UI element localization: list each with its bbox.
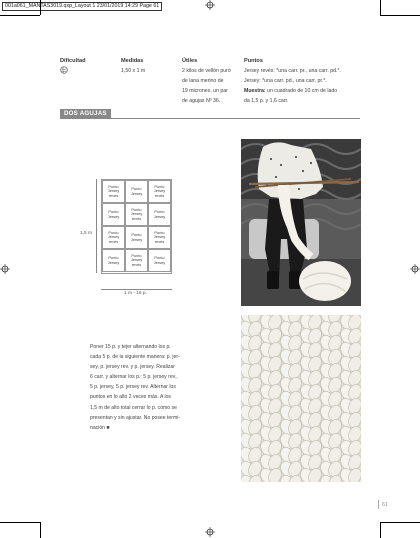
stitch-diagram [101, 179, 172, 274]
crop-mark [40, 0, 41, 15]
diagram-cell: Punto Jersey revés [148, 180, 171, 203]
height-dimension-line [96, 179, 97, 273]
diagram-cell: Punto Jersey [148, 249, 171, 272]
stitches-line [244, 86, 341, 96]
diagram-cell: Punto Jersey revés [148, 226, 171, 249]
stitches-line: Jersey: *una carr. pd., una carr. pr.*. [244, 78, 327, 84]
section-title: DOS AGUJAS [60, 109, 111, 118]
height-label: 1,5 m [80, 231, 92, 236]
registration-mark-icon [0, 264, 10, 274]
instruction-line: Poner 15 p. y tejer alternando los p. [90, 344, 171, 350]
diagram-cell: Punto Jersey [148, 203, 171, 226]
tools-line: 2 kilos de vellón puro [182, 68, 231, 74]
width-dimension-line [101, 289, 172, 290]
instruction-line: presentan y sin ajustar. No posee termi- [90, 414, 181, 421]
knitting-photo-image [241, 139, 361, 306]
knit-texture-photo [241, 315, 361, 482]
sizes-value: 1,50 x 1 m [121, 68, 146, 74]
diagram-cell: Punto Jersey revés [102, 226, 125, 249]
diagram-cell: Punto Jersey [102, 203, 125, 226]
instruction-line: 1,5 m de alto total cerrar lo p. como se [90, 404, 177, 411]
crop-mark [380, 0, 381, 15]
sizes-label: Medidas [121, 58, 144, 64]
diagram-cell: Punto Jersey [102, 249, 125, 272]
tools-line: de agujas Nº 36. [182, 98, 221, 104]
crop-mark [380, 15, 420, 16]
instruction-line: cada 5 p. de la siguiente manera: p. jer- [90, 354, 180, 361]
diagram-cell: Punto Jersey [125, 226, 148, 249]
page-number: 61 [382, 502, 388, 508]
width-label: 1 m - 15 p. [124, 291, 147, 296]
tools-list [182, 66, 231, 106]
stitches-line: da 1,5 p. y 1,6 carr. [244, 98, 289, 104]
instructions-text [90, 342, 220, 433]
difficulty-ball-icon [60, 66, 68, 74]
tools-line: de lana merino de [182, 78, 224, 84]
stitches-list [244, 66, 341, 106]
crop-mark [0, 15, 40, 16]
diagram-cell: Punto Jersey revés [125, 203, 148, 226]
print-slug: 001a061_MANTAS3019.qxp_Layout 1 23/01/2019 14:29 Page 61 [2, 2, 162, 11]
sample-text: un cuadrado de 10 cm de lado [265, 88, 338, 94]
diagram-cell: Punto Jersey revés [102, 180, 125, 203]
knitting-photo [241, 139, 361, 306]
difficulty-label: Dificultad [60, 58, 86, 64]
instruction-line: puntos en lo alto 2 veces más. A los [90, 394, 171, 401]
crop-mark [380, 522, 420, 523]
stitches-label: Puntos [244, 58, 263, 64]
knit-texture-image [241, 315, 361, 482]
registration-mark-icon [205, 527, 215, 537]
instruction-line: 5 p. jersey, 5 p. jersey rev. Alternar los [90, 384, 176, 391]
sample-label: Muestra: [244, 88, 266, 94]
instruction-line: nación ■ [90, 424, 110, 431]
crop-mark [40, 522, 41, 538]
stitches-line: Jersey revés: *una carr. pr., una carr. pd.*. [244, 68, 341, 74]
diagram-cell: Punto Jersey revés [125, 249, 148, 272]
diagram-cell: Punto Jersey [125, 180, 148, 203]
page-number-rule [378, 500, 379, 509]
registration-mark-icon [205, 0, 215, 10]
crop-mark [0, 522, 40, 523]
tools-line: 19 micrones, un par [182, 88, 228, 94]
instruction-line: 6 carr. y alternar los p.: 5 p. jersey rev., [90, 374, 178, 381]
registration-mark-icon [410, 264, 420, 274]
instruction-line: sey, p. jersey rev. y p. jersey. Realizar [90, 364, 175, 371]
tools-label: Útiles [182, 58, 198, 64]
crop-mark [380, 522, 381, 538]
